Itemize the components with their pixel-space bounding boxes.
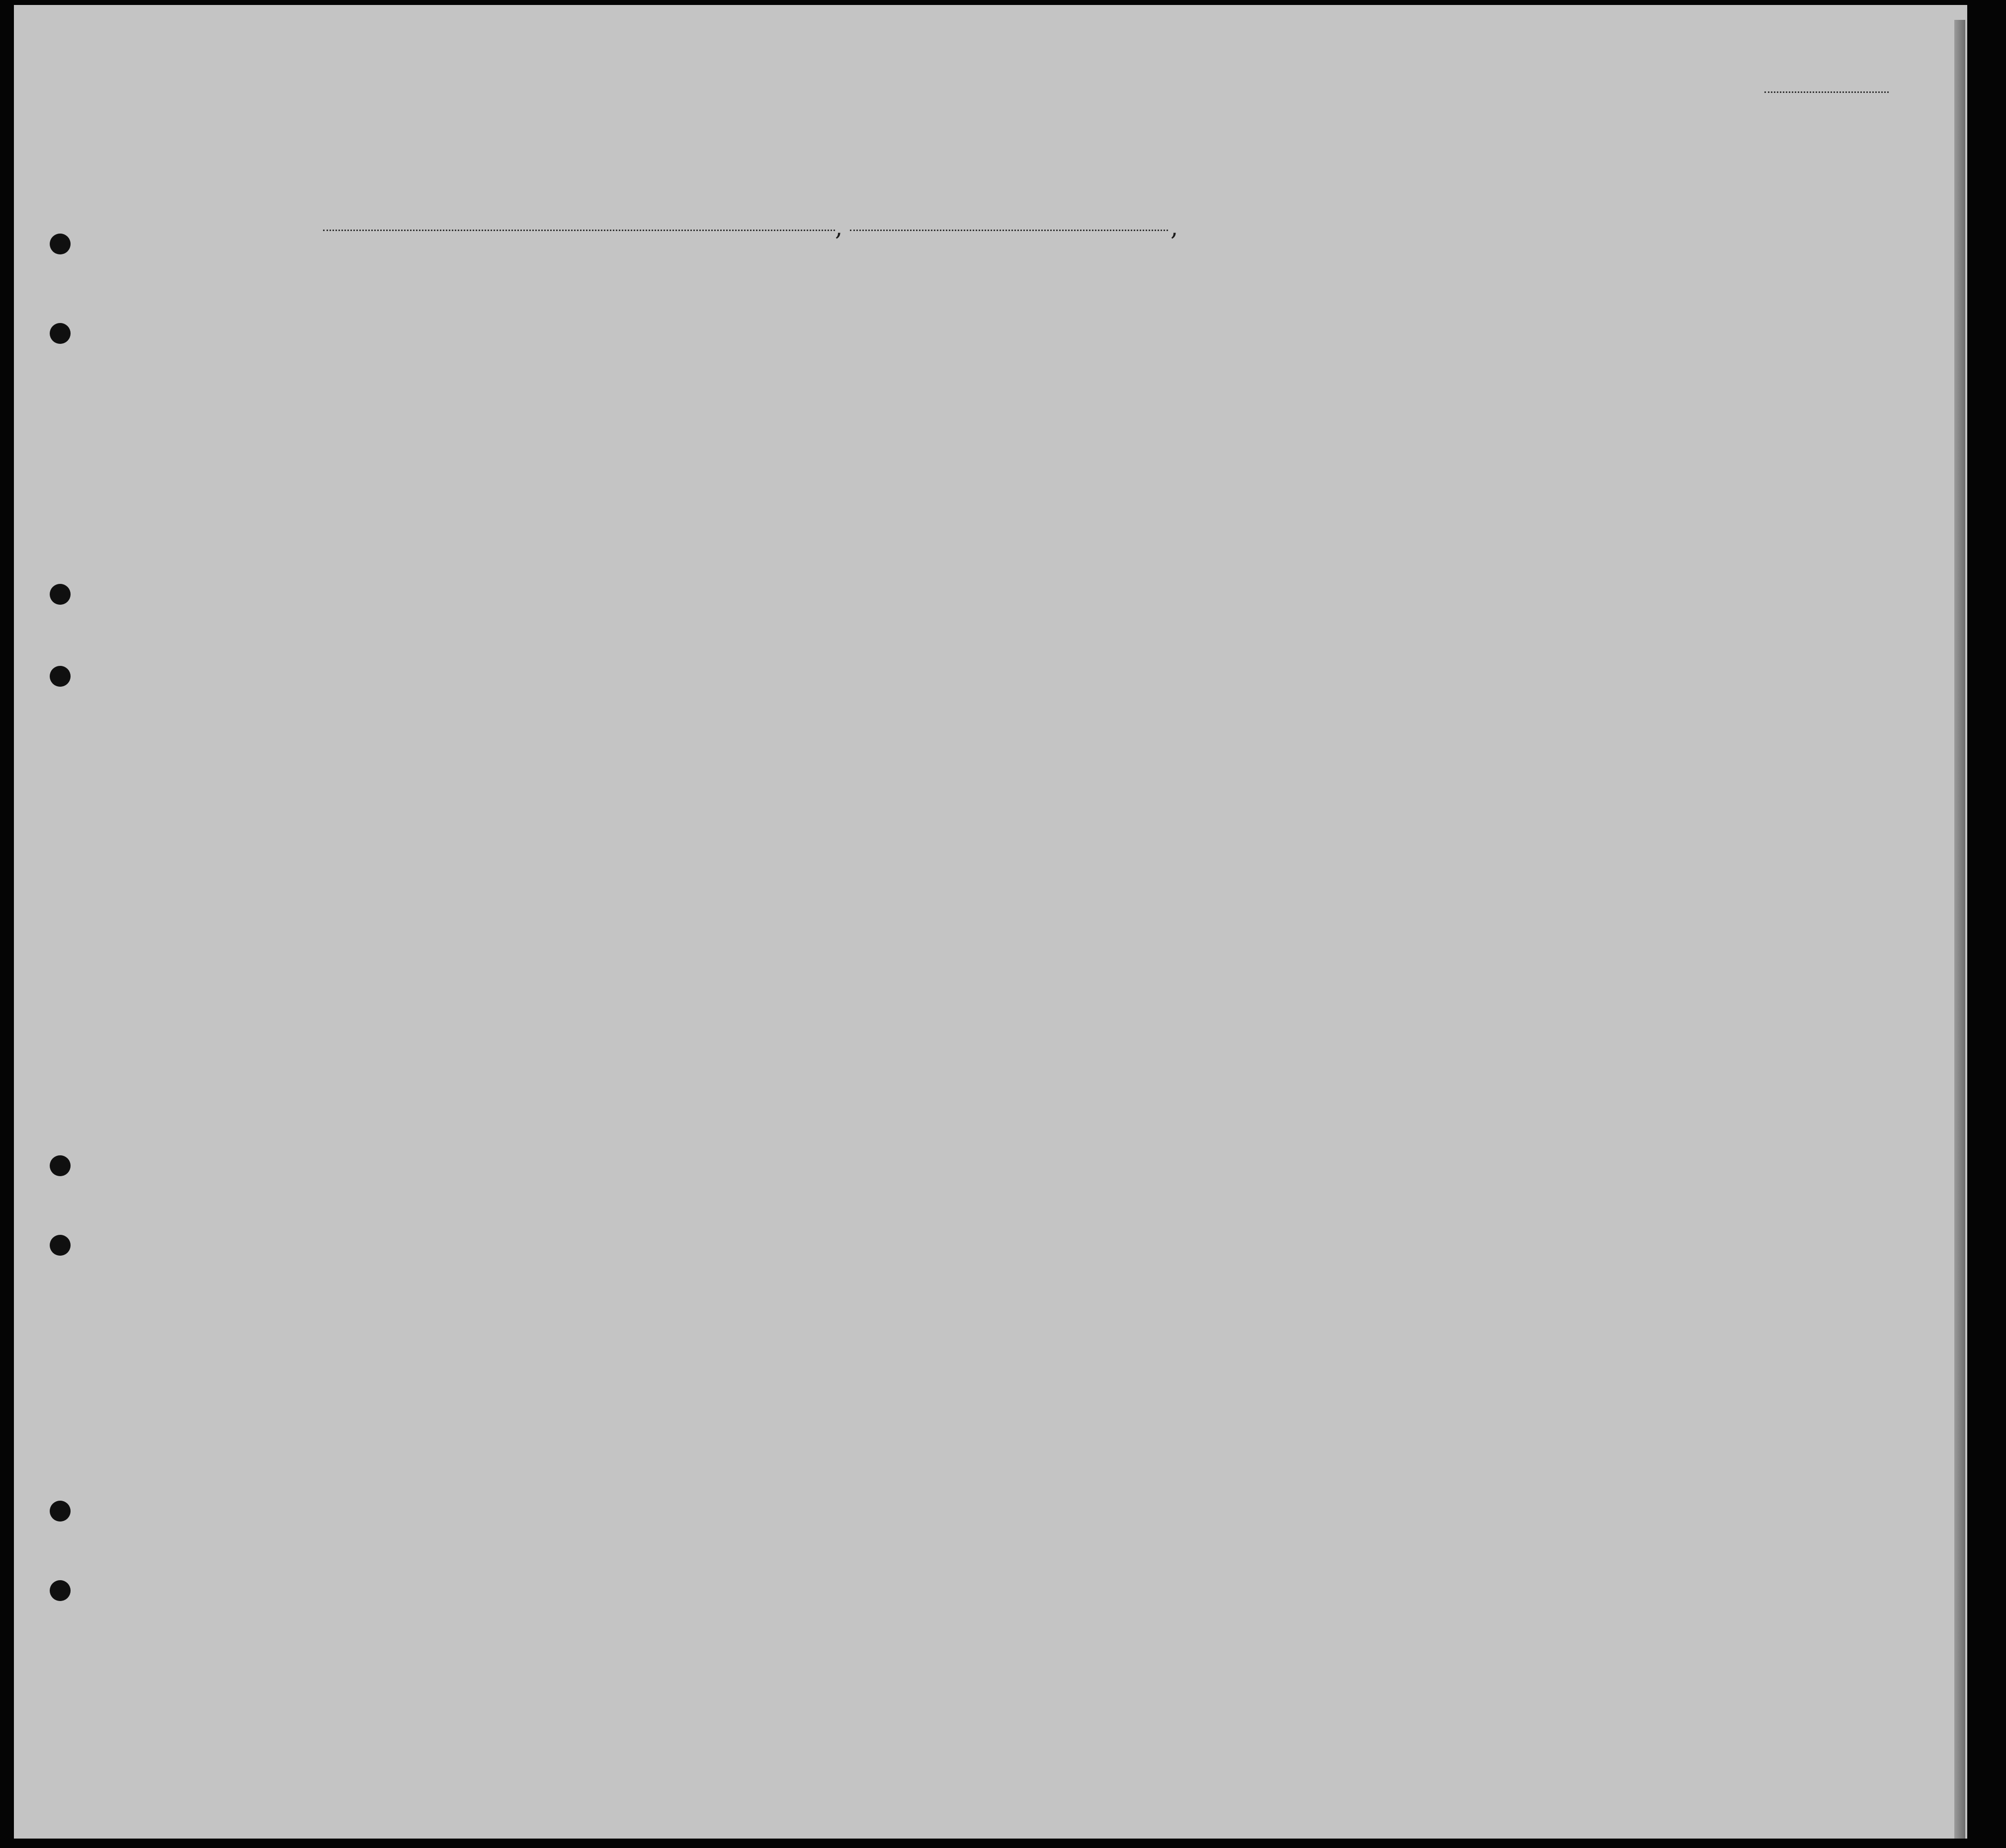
- separator: ,: [1170, 214, 1178, 241]
- separator: ,: [835, 214, 843, 241]
